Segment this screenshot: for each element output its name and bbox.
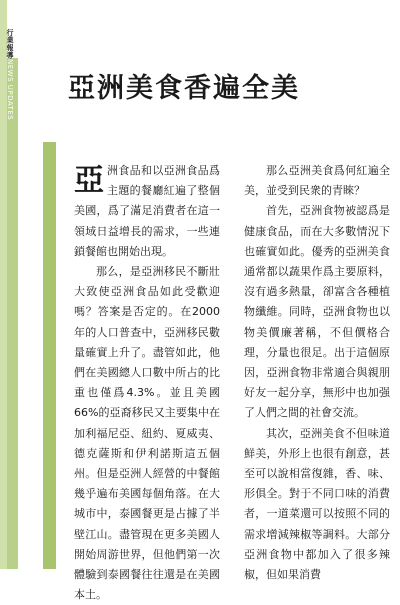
article-column-right (244, 161, 390, 585)
article-title: 亞洲美食香遍全美 (68, 73, 300, 104)
paragraph (74, 161, 220, 262)
paragraph: 其次，亞洲美食不但味道鮮美，外形上也很有創意，甚至可以說相當復雜，香、味、形俱全。對于不同口味的消費者，一道菜還可以按照不同的需求增減辣椒等調料。大部分亞洲食物中都加入了很多辣椒，但如果消費 (244, 426, 390, 582)
decorative-green-bar (43, 142, 56, 569)
paragraph-text: 洲食品和以亞洲食品爲主題的餐廳紅遍了整個美國，爲了滿足消費者在這一領域日益增長的需求，一些連鎖餐館也開始出現。 (74, 164, 220, 258)
drop-cap: 亞 (74, 163, 104, 198)
section-label-zh: 行業報導 (6, 29, 14, 59)
side-strip-accent (7, 58, 18, 569)
paragraph: 那么，是亞洲移民不斷壯大致使亞洲食品如此受歡迎嗎？答案是否定的。在2000年的人口普查中，亞洲移民數量確實上升了。盡管如此，他們在美國總人口數中所占的比重也僅爲4.3%。並且美國66%的亞裔移民又主要集中在加利福尼亞、紐約、夏威夷、德克薩斯和伊利諾斯這五個州。但是亞洲人經營的中餐館幾乎遍布美國每個角落。在大城市中，泰國餐更是占據了半壁江山。盡管現在更多美國人開始周游世界，但他們第一次體驗到泰國餐往往還是在美國本土。 (74, 265, 220, 602)
section-label (4, 29, 15, 120)
paragraph: 首先，亞洲食物被認爲是健康食品，而在大多數情況下也確實如此。優秀的亞洲美食通常都以蔬果作爲主要原料，沒有過多熱量，卻富含各種植物纖維。同時，亞洲食物也以物美價廉著稱，不但價格合理，分量也很足。出于這個原因，亞洲食物非常適合與親朋好友一起分享，無形中也加强了人們之間的社會交流。 (244, 204, 390, 420)
article-column-left (74, 161, 220, 605)
section-label-en: NEWS UPDATES (6, 59, 14, 121)
paragraph: 那么亞洲美食爲何紅遍全美，並受到民衆的青睞？ (244, 164, 390, 198)
